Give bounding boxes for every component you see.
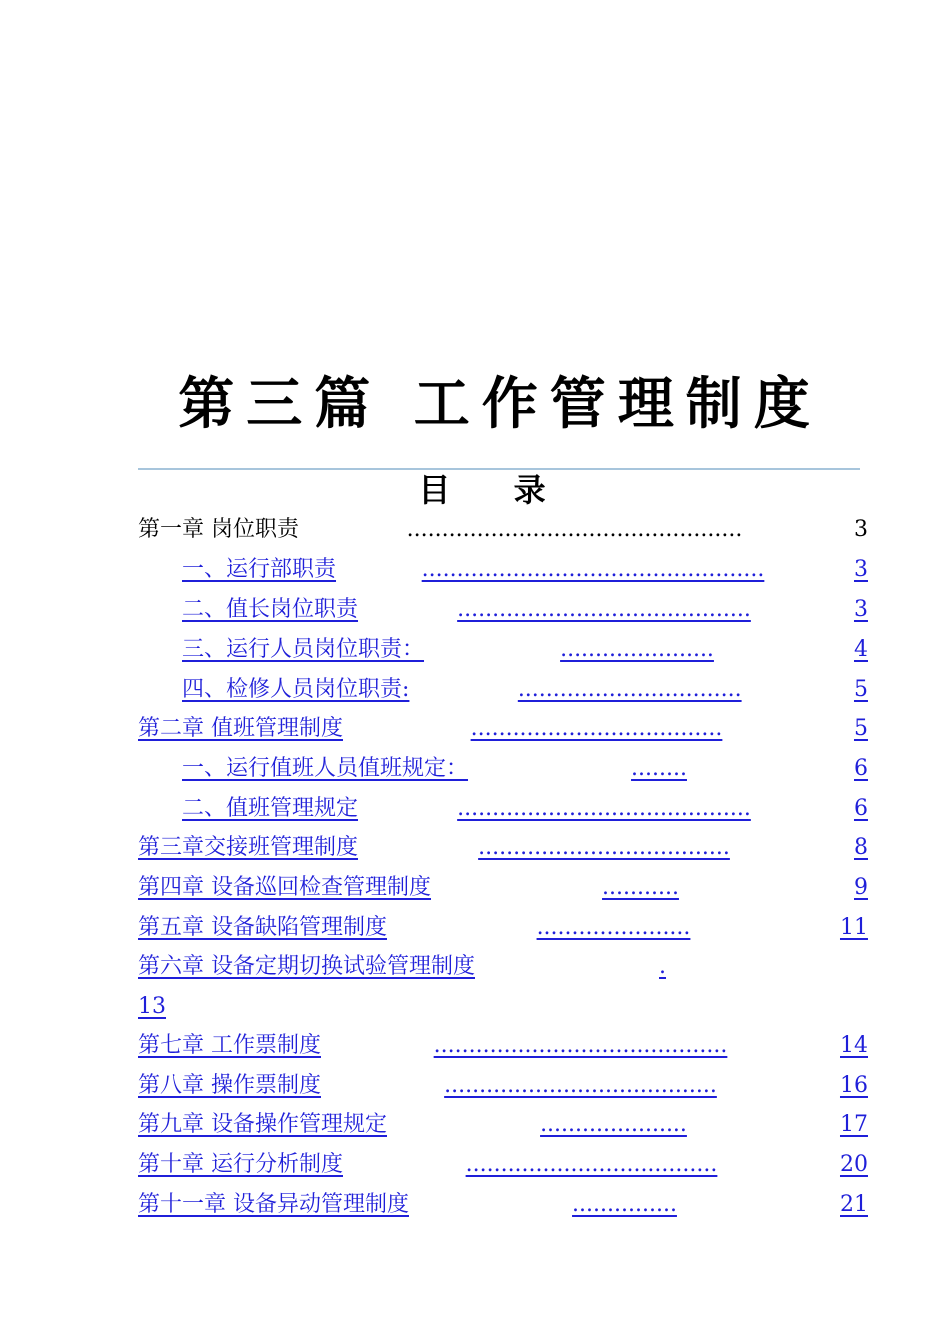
toc-entry-chapter-6[interactable]	[138, 952, 868, 982]
toc-entry-leader: ................................................	[406, 517, 743, 542]
toc-entry-page: 3	[854, 557, 868, 582]
toc-entry-label: 第八章 操作票制度	[138, 1073, 321, 1098]
toc-entry-label: 二、值长岗位职责	[182, 597, 359, 622]
toc-entry-page: 11	[839, 915, 868, 940]
toc-entry-leader: .................................................	[421, 557, 765, 582]
toc-entry-leader: ........	[631, 756, 687, 781]
toc-entry-label: 一、运行部职责	[182, 557, 337, 582]
toc-entry-leader: ..........................................	[433, 1033, 728, 1058]
toc-entry-page: 16	[839, 1073, 868, 1098]
toc-entry-chapter-6-page[interactable]	[138, 992, 184, 1022]
toc-entry-page: 5	[853, 716, 868, 741]
toc-entry-chapter-2[interactable]	[138, 714, 868, 744]
toc-entry-leader: ....................................	[470, 716, 723, 741]
toc-entry-page: 3	[853, 597, 868, 622]
toc-entry-leader: ......................	[536, 915, 691, 940]
toc-entry-section[interactable]	[182, 595, 868, 625]
toc-entry-leader: ..........................................	[457, 796, 751, 821]
toc-entry-label: 13	[138, 994, 166, 1019]
toc-entry-page: 21	[840, 1192, 868, 1217]
toc-entry-label: 四、检修人员岗位职责:	[182, 677, 410, 702]
toc-entry-leader: ..........................................	[457, 597, 751, 622]
toc-entry-leader: ...........	[602, 875, 679, 900]
toc-entry-label: 第七章 工作票制度	[138, 1033, 321, 1058]
toc-entry-label: 第九章 设备操作管理规定	[138, 1112, 387, 1137]
toc-entry-label: 二、值班管理规定	[182, 796, 359, 821]
toc-entry-leader: ....................................	[478, 835, 730, 860]
toc-entry-section[interactable]	[182, 754, 868, 784]
toc-entry-label: 第十一章 设备异动管理制度	[138, 1192, 409, 1217]
toc-entry-leader: ....................................	[465, 1152, 718, 1177]
toc-entry-page: 20	[839, 1152, 868, 1177]
toc-entry-leader: .......................................	[444, 1073, 717, 1098]
toc-entry-label: 第十章 运行分析制度	[138, 1152, 343, 1177]
toc-entry-label: 第四章 设备巡回检查管理制度	[138, 875, 431, 900]
toc-entry-label: 一、运行值班人员值班规定：	[182, 756, 469, 781]
toc-entry-page: 17	[839, 1112, 868, 1137]
toc-entry-leader: ...............	[572, 1192, 677, 1217]
page-title: 第三篇 工作管理制度	[178, 372, 822, 437]
toc-entry-page: 6	[854, 756, 868, 781]
toc-entry-chapter-4[interactable]	[138, 873, 868, 903]
toc-entry-label: 第五章 设备缺陷管理制度	[138, 915, 387, 940]
toc-entry-leader: ................................	[517, 677, 742, 702]
toc-entry-page: 9	[854, 875, 868, 900]
toc-entry-chapter-7[interactable]	[138, 1031, 868, 1061]
toc-heading: 目 录	[418, 471, 572, 509]
toc-entry-page: 8	[854, 835, 868, 860]
toc-entry-page: 5	[853, 677, 868, 702]
toc-entry-section[interactable]	[182, 794, 868, 824]
toc-entry-leader: .	[659, 954, 666, 979]
toc-entry-label: 三、运行人员岗位职责：	[182, 637, 425, 662]
toc-entry-page: 14	[840, 1033, 868, 1058]
toc-entry-page: 3	[853, 517, 868, 542]
toc-entry-page: 6	[853, 796, 868, 821]
toc-entry-chapter-11[interactable]	[138, 1190, 868, 1220]
toc-entry-label: 第二章 值班管理制度	[138, 716, 343, 741]
toc-entry-chapter-10[interactable]	[138, 1150, 868, 1180]
toc-entry-chapter-3[interactable]	[138, 833, 868, 863]
toc-entry-chapter-5[interactable]	[138, 913, 868, 943]
toc-entry-section[interactable]	[182, 675, 868, 705]
toc-entry-leader: ......................	[560, 637, 714, 662]
toc-entry-chapter-9[interactable]	[138, 1110, 868, 1140]
toc-entry-chapter-1	[138, 515, 868, 545]
toc-entry-label: 第三章交接班管理制度	[138, 835, 359, 860]
toc-entry-chapter-8[interactable]	[138, 1071, 868, 1101]
toc-entry-label: 第六章 设备定期切换试验管理制度	[138, 954, 475, 979]
toc-entry-section[interactable]	[182, 555, 868, 585]
toc-entry-leader: .....................	[540, 1112, 687, 1137]
toc-entry-section[interactable]	[182, 635, 868, 665]
toc-entry-page: 4	[854, 637, 868, 662]
toc-entry-label: 第一章 岗位职责	[138, 517, 299, 542]
